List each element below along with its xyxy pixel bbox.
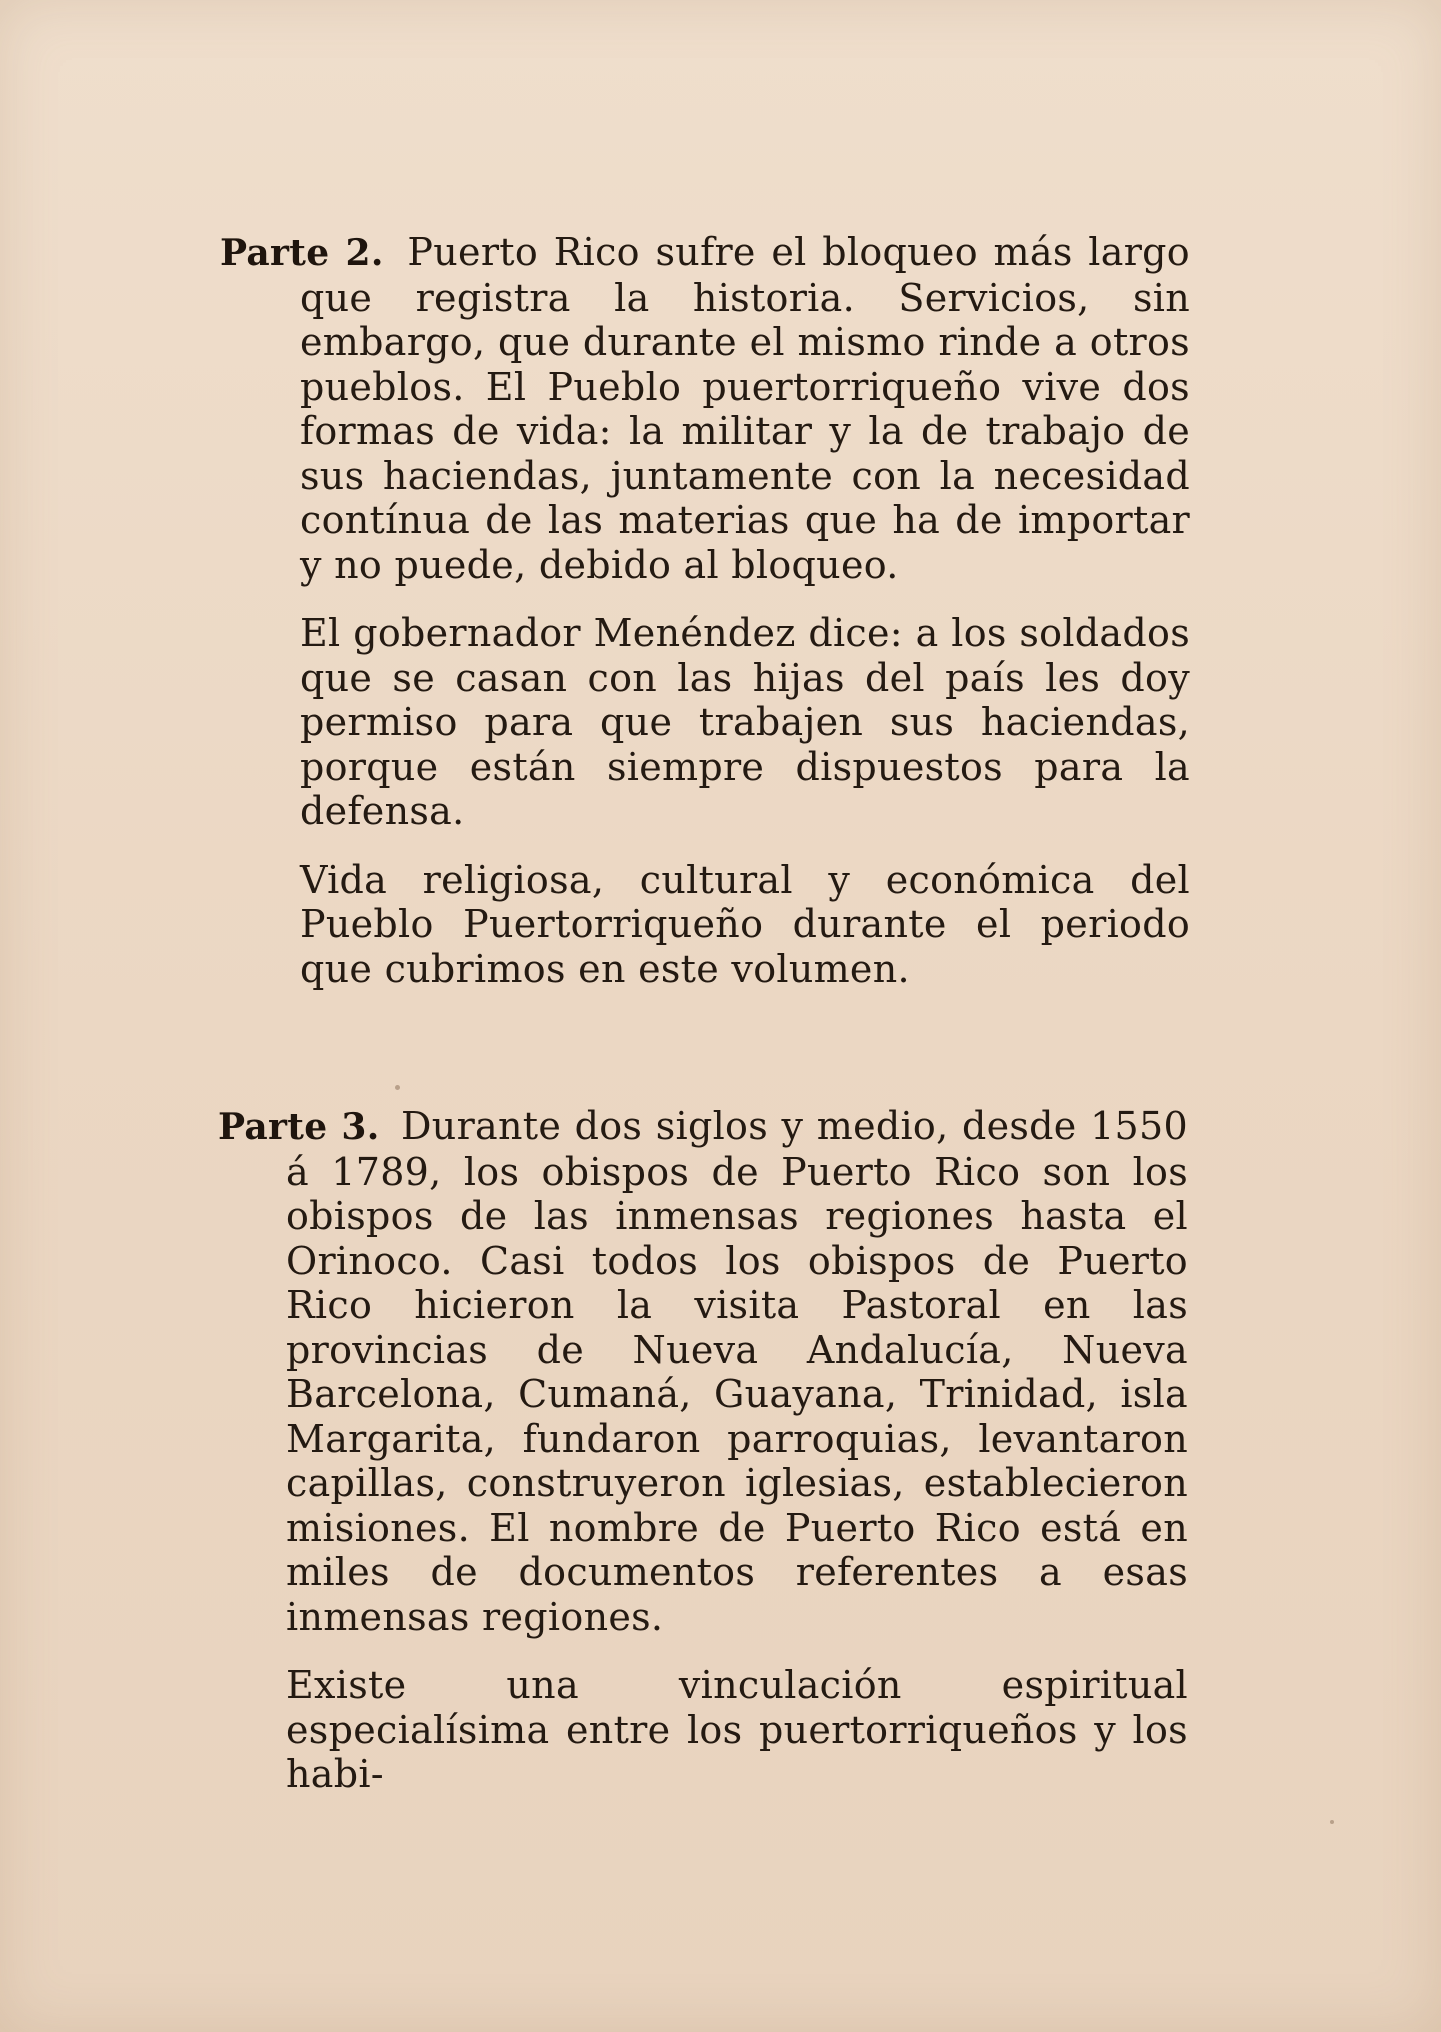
- part-2-label: Parte 2.: [220, 232, 384, 274]
- paper-speck: [1330, 1820, 1334, 1824]
- part-3-paragraph-2: Existe una vinculación espiritual especialísima entre los puertorriqueños y los habi-: [286, 1663, 1188, 1796]
- part-3-section: [218, 1104, 1188, 1821]
- part-2-paragraph-2: El gobernador Menéndez dice: a los soldados que se casan con las hijas del país les doy permiso para que trabajen sus haciendas, porque están siempre dispuestos para la defensa.: [300, 611, 1190, 833]
- part-3-label: Parte 3.: [218, 1106, 380, 1148]
- part-3-paragraph-1: [218, 1104, 1188, 1639]
- part-3-text-1: Durante dos siglos y medio, desde 1550 á 1789, los obispos de Puerto Rico son los obispos de las inmensas regiones hasta el Orinoco. Casi todos los obispos de Puerto Rico hicieron la visita Pastoral en las provincias de Nueva Andalucía, Nueva Barcelona, Cumaná, Guayana, Trinidad, isla Margarita, fundaron parroquias, levantaron capillas, construyeron iglesias, establecieron misiones. El nombre de Puerto Rico está en miles de documentos referentes a esas inmensas regiones.: [286, 1104, 1188, 1639]
- part-2-text-1: Puerto Rico sufre el bloqueo más largo que registra la historia. Servicios, sin embargo, que durante el mismo rinde a otros pueblos. El Pueblo puertorriqueño vive dos formas de vida: la militar y la de trabajo de sus haciendas, juntamente con la necesidad contínua de las materias que ha de importar y no puede, debido al bloqueo.: [300, 230, 1190, 587]
- part-2-paragraph-3: Vida religiosa, cultural y económica del Pueblo Puertorriqueño durante el periodo que cubrimos en este volumen.: [300, 857, 1190, 991]
- part-2-section: [220, 230, 1190, 1015]
- part-2-paragraph-1: [220, 230, 1190, 587]
- paper-speck: [395, 1085, 400, 1090]
